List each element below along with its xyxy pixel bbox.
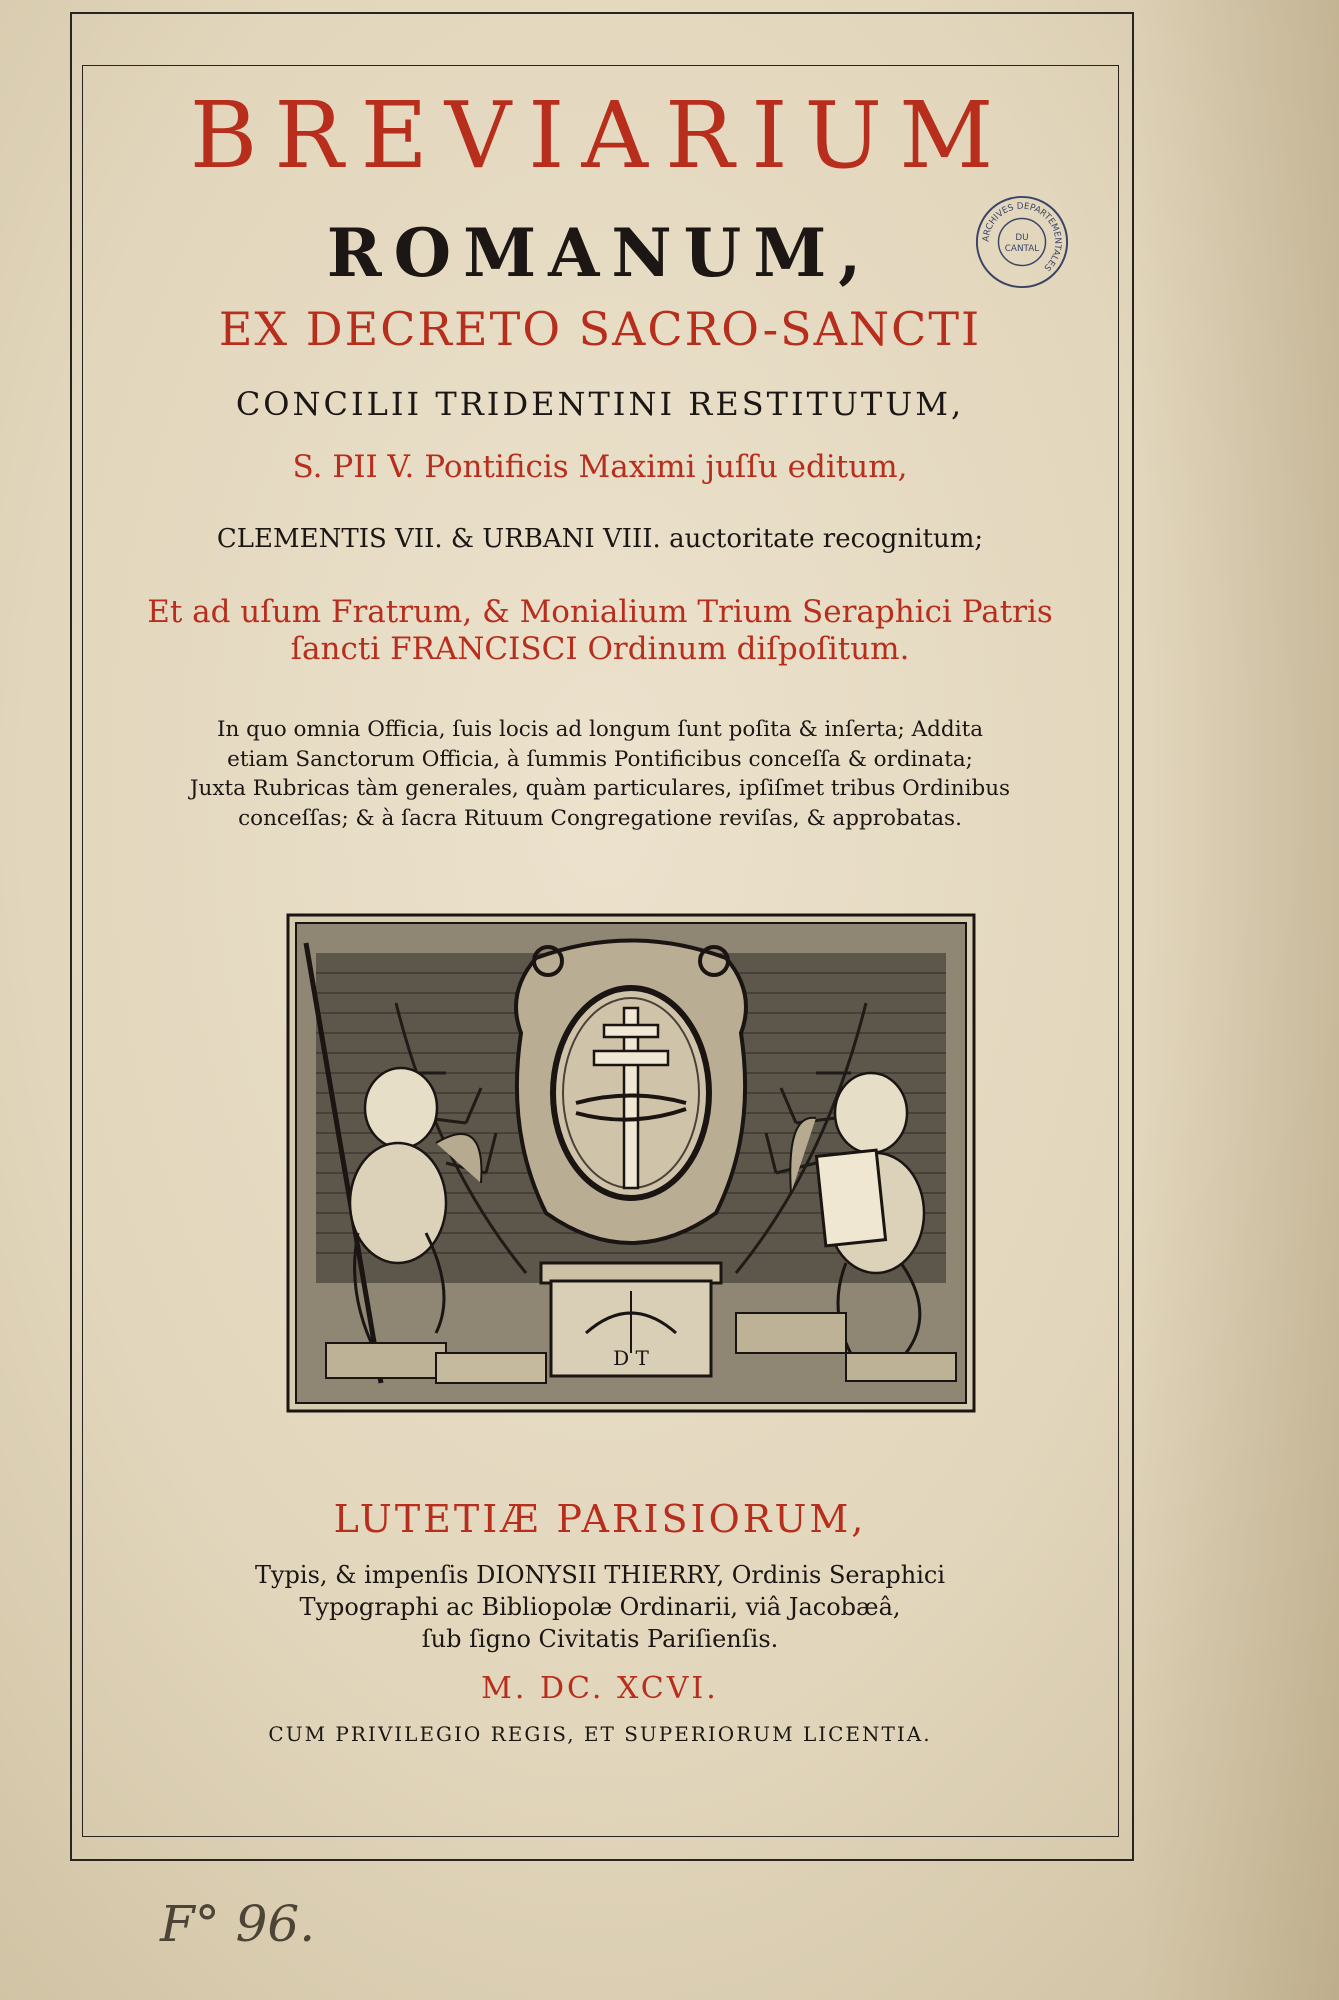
archive-stamp-icon [973,193,1071,291]
books-left [436,1353,546,1383]
shelfmark-note: F° 96. [160,1895,316,1953]
imprint-printer [85,1560,1115,1656]
imprint-line: Typographi ac Bibliopolæ Ordinarii, viâ Jacobæâ, [299,1592,901,1621]
paragraph-line: Juxta Rubricas tàm generales, quàm particulares, ipſiſmet tribus Ordinibus [189,776,1011,802]
franciscan-line-1: Et ad uſum Fratrum, & Monialium Trium Seraphici Patris [147,594,1053,630]
title-breviarium: BREVIARIUM [189,82,1011,189]
plate-letters: D T [613,1346,649,1370]
title-romanum: ROMANUM, [326,214,874,292]
stamp-du: DU [1015,233,1029,244]
subtitle-franciscan [85,594,1115,668]
description-paragraph [85,715,1115,834]
pedestal [541,1263,721,1376]
privilege-line: CUM PRIVILEGIO REGIS, ET SUPERIORUM LICENTIA. [268,1722,932,1746]
engraving-illustration [286,913,976,1413]
paragraph-line: In quo omnia Officia, ſuis locis ad longum ſunt poſita & inſerta; Addita [216,717,984,742]
franciscan-line-2: ſancti FRANCISCI Ordinum diſpoſitum. [290,631,910,668]
imprint-line: Typis, & impenſis DIONYSII THIERRY, Ordinis Seraphici [254,1561,946,1589]
imprint-line: ſub ſigno Civitatis Pariſienſis. [421,1624,779,1653]
paragraph-line: conceſſas; & à ſacra Rituum Congregatione reviſas, & approbatas. [238,805,962,831]
imprint-city: LUTETIÆ PARISIORUM, [333,1497,867,1541]
subtitle-concilii: CONCILII TRIDENTINI RESTITUTUM, [235,385,965,423]
page-shadow [1139,0,1339,2000]
stamp-cantal: CANTAL [1004,243,1040,254]
paragraph-line: etiam Sanctorum Officia, à ſummis Pontificibus conceſſa & ordinata; [227,746,973,772]
subtitle-decreto: EX DECRETO SACRO-SANCTI [218,302,982,356]
stamp-ring-text: ARCHIVES DEPARTEMENTALES [981,201,1063,273]
imprint-year: M. DC. XCVI. [481,1671,719,1706]
subtitle-pius: S. PII V. Pontificis Maximi juſſu editum, [292,449,908,485]
subtitle-clementis: CLEMENTIS VII. & URBANI VIII. auctoritate recognitum; [216,524,984,554]
